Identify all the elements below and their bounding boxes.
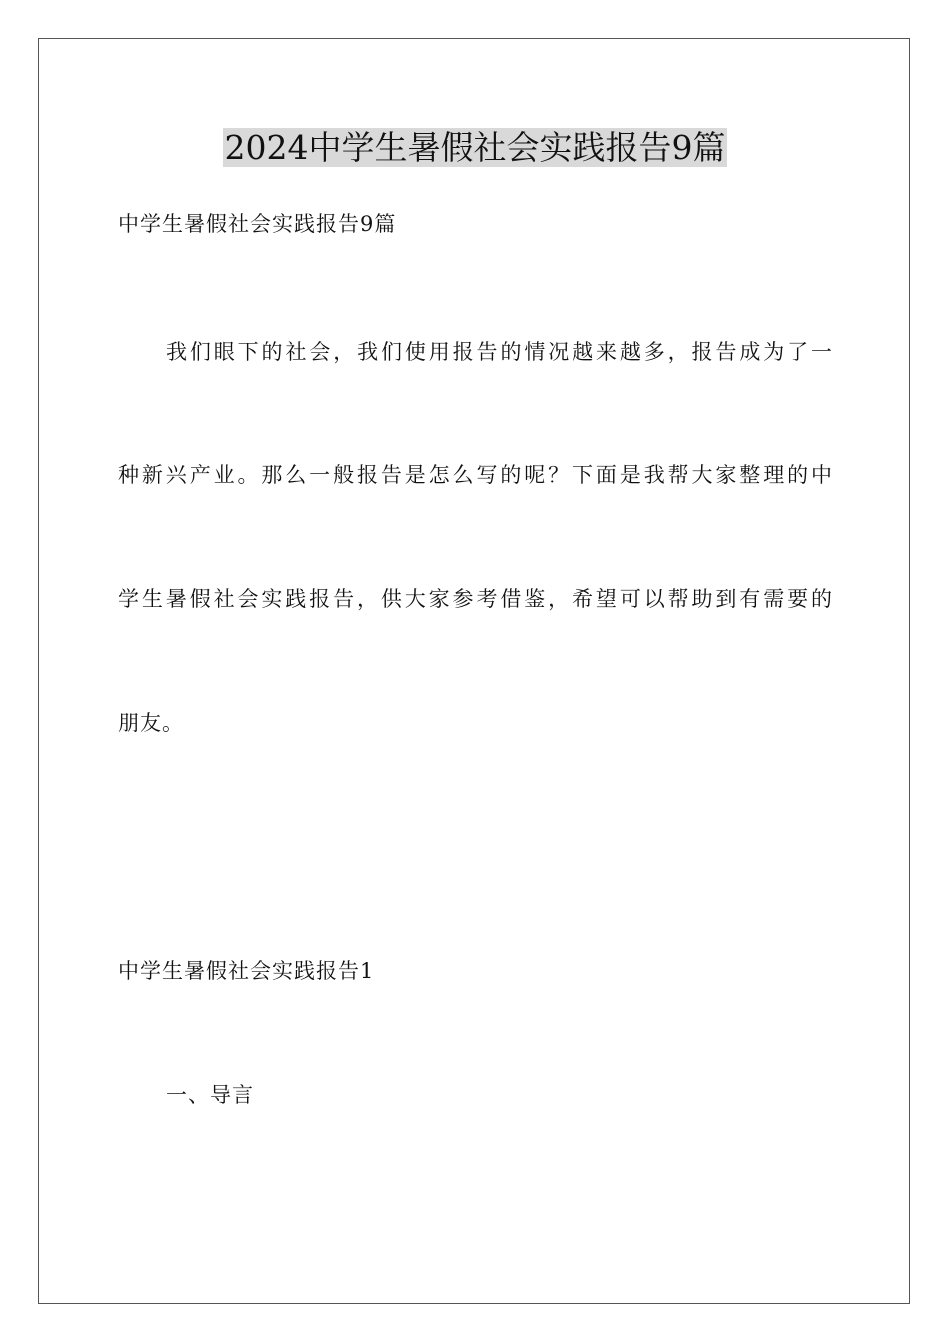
intro-line-3: 学生暑假社会实践报告，供大家参考借鉴，希望可以帮助到有需要的 (118, 587, 832, 611)
document-subtitle: 中学生暑假社会实践报告9篇 (118, 212, 397, 236)
intro-line-4: 朋友。 (118, 711, 184, 735)
document-title-text: 2024中学生暑假社会实践报告9篇 (224, 128, 726, 167)
intro-line-2: 种新兴产业。那么一般报告是怎么写的呢？下面是我帮大家整理的中 (118, 463, 832, 487)
subsection-heading: 一、导言 (166, 1083, 254, 1107)
section-heading: 中学生暑假社会实践报告1 (118, 959, 375, 983)
intro-line-1: 我们眼下的社会，我们使用报告的情况越来越多，报告成为了一 (166, 340, 832, 364)
document-title (0, 128, 950, 168)
